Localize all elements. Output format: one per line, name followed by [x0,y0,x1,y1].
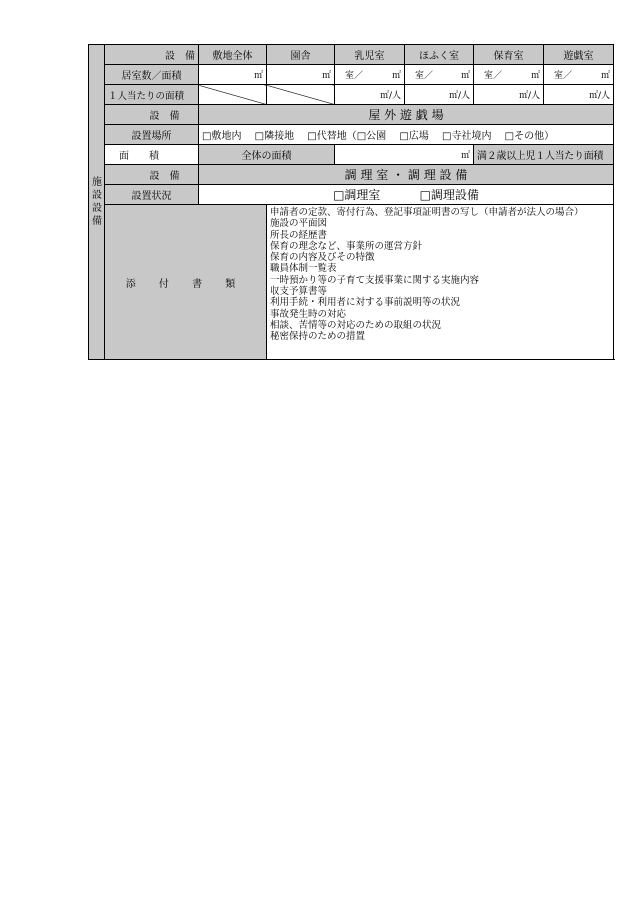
playroom-count-area-field[interactable]: 室／ ㎡ [544,65,614,85]
col-building: 園舎 [267,45,335,65]
crawling-room-count-area-field[interactable]: 室／ ㎡ [405,65,474,85]
facility-form-table [88,44,614,360]
attachment-item: 所長の経歴書 [270,229,328,241]
total-area-field[interactable]: ㎡ [335,145,474,165]
outdoor-area-label: 面 積 [105,145,199,165]
per-child-area-label: 満２歳以上児１人当たり面積 [474,145,614,165]
facility-side-label: 施 設 設 備 [89,45,105,360]
outdoor-playground-title: 屋 外 遊 戯 場 [199,105,614,125]
attachment-item: 申請者の定款、寄付行為、登記事項証明書の写し（申請者が法人の場合） [270,207,584,218]
outdoor-equipment-label: 設 備 [105,105,199,125]
checkbox-kitchen-room[interactable]: □調理室 [333,188,381,202]
kitchen-status-options [199,185,614,205]
checkbox-other[interactable]: □その他） [504,131,555,142]
kitchen-title: 調 理 室 ・ 調 理 設 備 [199,165,614,185]
attachment-item: 事故発生時の対応 [270,308,347,320]
outdoor-location-options [199,125,614,145]
attachments-label: 添 付 書 類 [105,205,267,360]
outdoor-location-row [89,125,614,145]
col-nursery-room: 保育室 [474,45,544,65]
checkbox-temple-grounds[interactable]: □寺社境内 [442,131,492,142]
rooms-area-label: 居室数／面積 [105,65,199,85]
kitchen-header-row [89,165,614,185]
diagonal-blank-cell [199,85,267,105]
checkbox-adjacent[interactable]: □隣接地 [254,131,295,142]
infant-room-per-person-field[interactable]: ㎡/人 [335,85,405,105]
checkbox-plaza[interactable]: □広場 [399,131,429,142]
facility-header-row [89,45,614,65]
attachments-row [89,205,614,360]
attachment-item: 秘密保持のための措置 [270,331,366,343]
infant-room-count-area-field[interactable]: 室／ ㎡ [335,65,405,85]
checkbox-substitute-park[interactable]: □代替地（□公園 [307,131,387,142]
outdoor-location-label: 設置場所 [105,125,199,145]
crawling-room-per-person-field[interactable]: ㎡/人 [405,85,474,105]
nursery-room-count-area-field[interactable]: 室／ ㎡ [474,65,544,85]
col-playroom: 遊戯室 [544,45,614,65]
per-person-area-label: １人当たりの面積 [105,85,199,105]
checkbox-kitchen-equipment[interactable]: □調理設備 [419,188,479,202]
kitchen-status-label: 設置状況 [105,185,199,205]
kitchen-equipment-label: 設 備 [105,165,199,185]
attachment-item: 相談、苦情等の対応のための取組の状況 [270,319,442,331]
playroom-per-person-field[interactable]: ㎡/人 [544,85,614,105]
diagonal-blank-cell [267,85,335,105]
attachment-item: 保育の内容及びその特徴 [270,252,375,264]
attachment-item: 収支予算書等 [270,286,328,298]
outdoor-area-row [89,145,614,165]
attachment-item: 職員体制一覧表 [270,263,337,275]
building-area-field[interactable]: ㎡ [267,65,335,85]
col-site-total: 敷地全体 [199,45,267,65]
equipment-header-label: 設 備 [105,45,199,65]
outdoor-header-row [89,105,614,125]
checkbox-on-site[interactable]: □敷地内 [202,131,242,142]
rooms-area-row [89,65,614,85]
nursery-room-per-person-field[interactable]: ㎡/人 [474,85,544,105]
kitchen-status-row [89,185,614,205]
site-area-field[interactable]: ㎡ [199,65,267,85]
col-infant-room: 乳児室 [335,45,405,65]
attachments-list [267,205,614,360]
attachment-item: 保育の理念など、事業所の運営方針 [270,240,423,252]
attachment-item: 利用手続・利用者に対する事前説明等の状況 [270,297,461,309]
total-area-label: 全体の面積 [199,145,335,165]
col-crawling-room: ほふく室 [405,45,474,65]
attachment-item: 一時預かり等の子育て支援事業に関する実施内容 [270,274,480,286]
per-person-area-row [89,85,614,105]
attachment-item: 施設の平面図 [270,218,328,230]
